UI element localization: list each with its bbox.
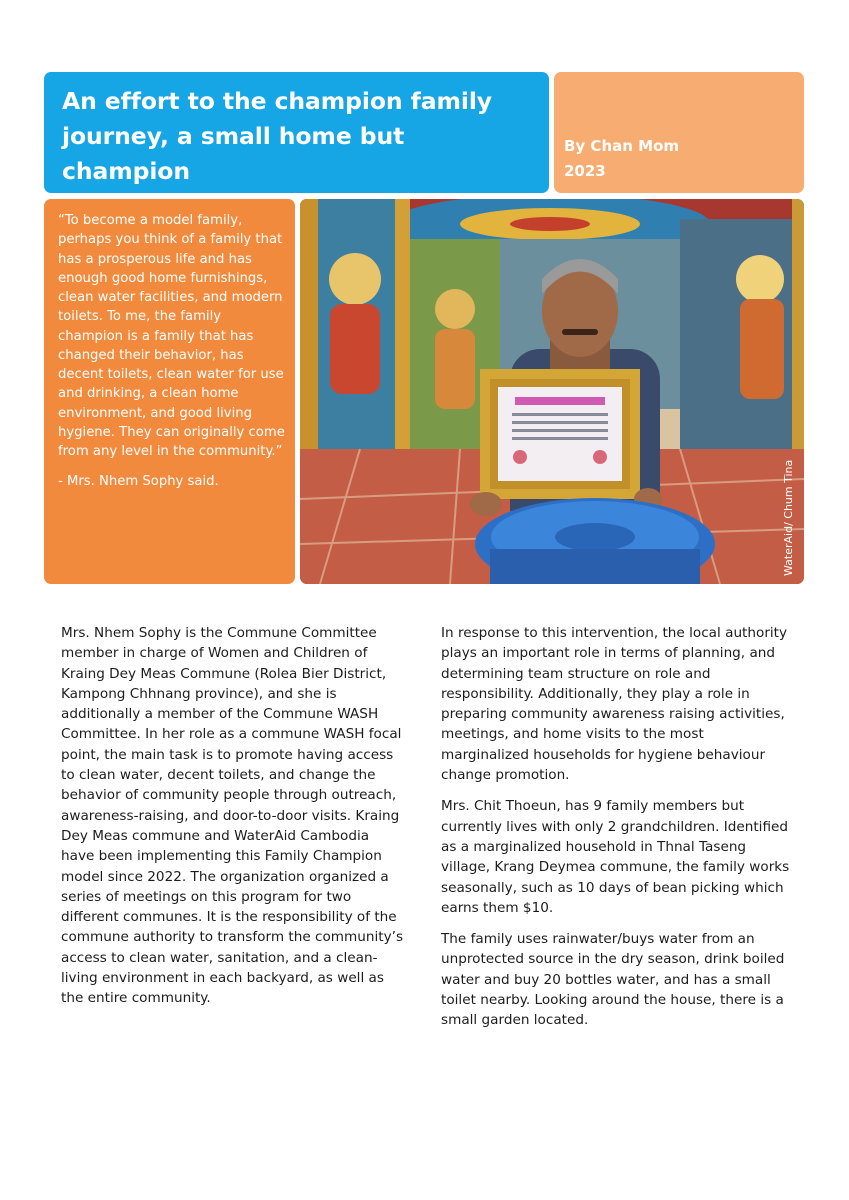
byline-panel	[554, 72, 804, 193]
publication-year: 2023	[564, 162, 606, 180]
body-column-right	[441, 623, 796, 1042]
author-byline: By Chan Mom	[564, 137, 680, 155]
paragraph: The family uses rainwater/buys water from an unprotected source in the dry season, drink boiled water and buy 20 bottles water, and has a small toilet nearby. Looking around the house, there is a small garden located.	[441, 931, 785, 1029]
quote-text: “To become a model family, perhaps you think of a family that has a prosperous life and has enough good home furnishings, clean water facilities, and modern toilets. To me, the family champion is a family that has changed their behavior, has decent toilets, clean water for use and drinking, a clean home environment, and good living hygiene. They can originally come from any level in the community.”	[58, 213, 285, 459]
paragraph: In response to this intervention, the local authority plays an important role in terms of planning, and determining team structure on role and responsibility. Additionally, they play a role in preparing community awareness raising activities, meetings, and home visits to the most marginalized households for hygiene behaviour change promotion.	[441, 625, 788, 784]
pull-quote	[44, 199, 295, 584]
quote-attribution: - Mrs. Nhem Sophy said.	[58, 474, 219, 490]
photo-credit-text: WaterAid/ Chum Tina	[782, 459, 795, 576]
photo-illustration	[300, 199, 804, 584]
body-column-left	[61, 623, 406, 1020]
title-banner	[44, 72, 549, 193]
photo-credit	[782, 426, 798, 576]
paragraph: Mrs. Nhem Sophy is the Commune Committee member in charge of Women and Children of Kraing Dey Meas Commune (Rolea Bier District, Kampong Chhnang province), and she is additionally a member of the Commune WASH Committee. In her role as a commune WASH focal point, the main task is to promote having access to clean water, decent toilets, and change the behavior of community people through outreach, awareness-raising, and door-to-door visits. Kraing Dey Meas commune and WaterAid Cambodia have been implementing this Family Champion model since 2022. The organization organized a series of meetings on this program for two different communes. It is the responsibility of the commune authority to transform the community’s access to clean water, sanitation, and a clean-living environment in each backyard, as well as the entire community.	[61, 625, 404, 1007]
page-title: An effort to the champion family journey, a small home but champion	[62, 87, 493, 185]
paragraph: Mrs. Chit Thoeun, has 9 family members but currently lives with only 2 grandchildren. Identified as a marginalized household in Thnal Taseng village, Krang Deymea commune, the family works seasonally, such as 10 days of bean picking which earns them $10.	[441, 798, 790, 916]
photo-woman-with-certificate	[300, 199, 804, 584]
